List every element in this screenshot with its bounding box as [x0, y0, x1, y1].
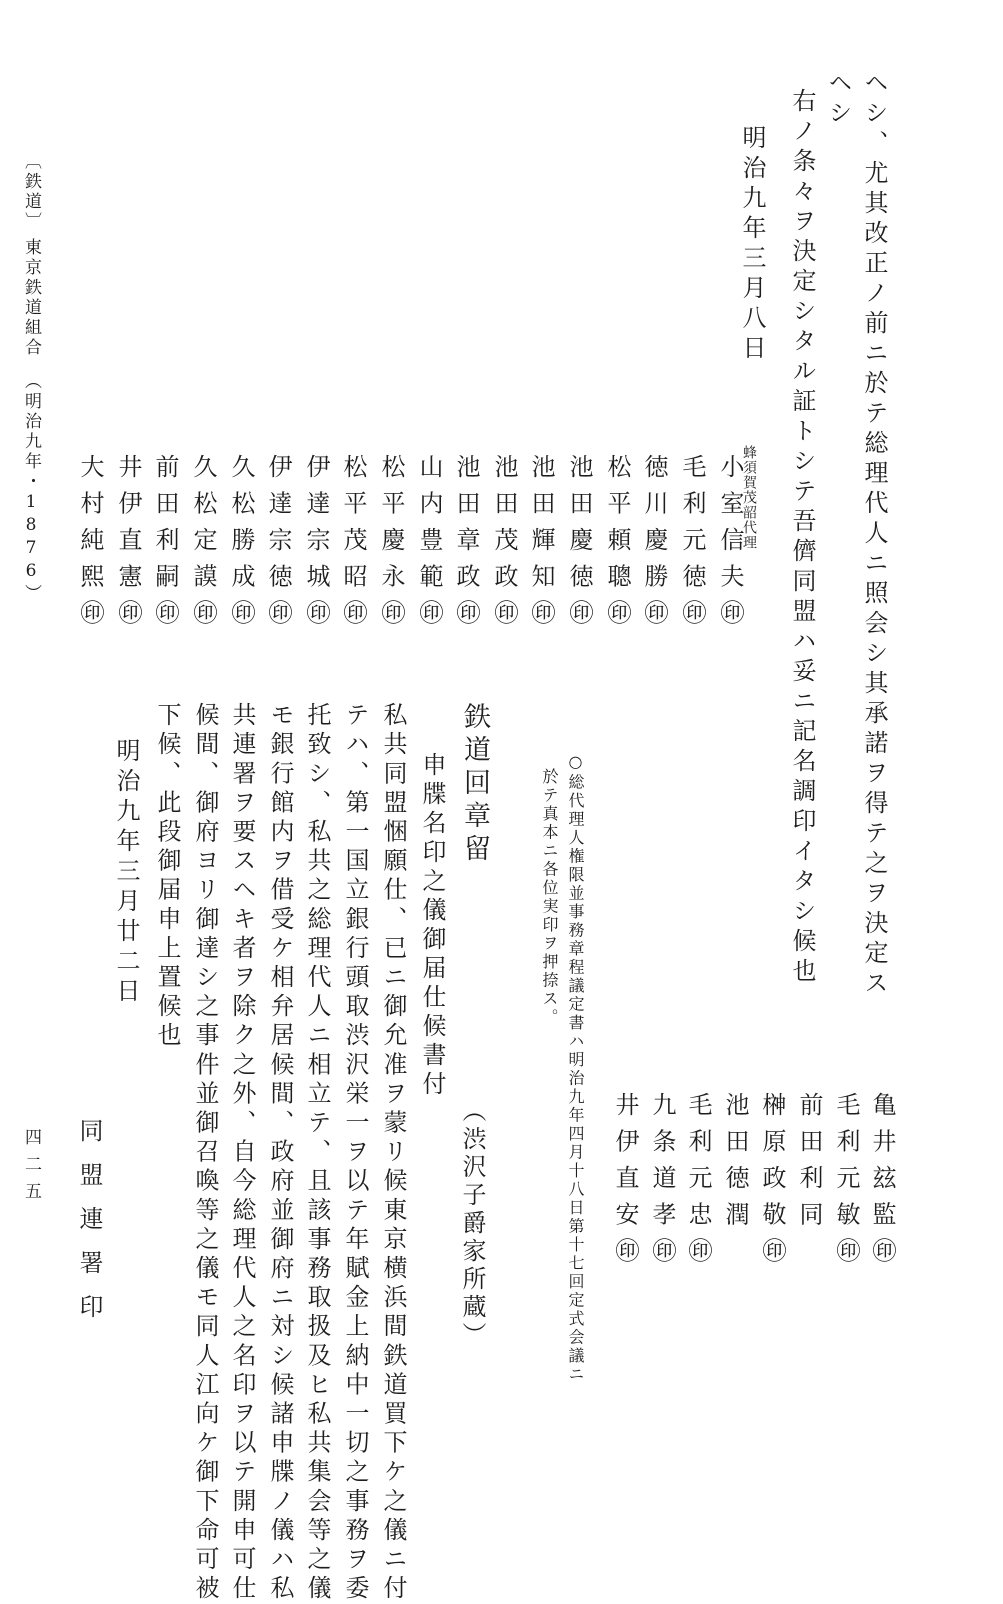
- lower-body-line: テハ、第一国立銀行頭取渋沢栄一ヲ以テ年賦金上納中一切之事務ヲ委: [341, 702, 369, 1604]
- lower-body-line: モ銀行館内ヲ借受ケ相弁居候間、政府並御府ニ対シ候諸申牒ノ儀ハ私: [266, 702, 294, 1604]
- signatory-top: 毛利元徳㊞: [678, 454, 706, 637]
- note-line-2: 於テ真本ニ各位実印ヲ押捺ス。: [540, 768, 559, 1027]
- page-number: 四二五: [21, 1128, 41, 1209]
- signatory-top: 前田利嗣㊞: [151, 454, 179, 637]
- lower-body-line: 候間、御府ヨリ御達シ之事件並御召喚等之儀モ同人江向ケ御下命可被: [191, 702, 219, 1604]
- signatory-bottom: 前田利同: [795, 1092, 823, 1238]
- running-header-section: 〔鉄道〕: [21, 152, 41, 232]
- document-title: 鉄道回章留: [459, 702, 490, 867]
- signatory-top: 小室信夫㊞: [716, 454, 744, 637]
- document-source: （渋沢子爵家所蔵）: [458, 1098, 486, 1350]
- lower-body-line: 私共同盟悃願仕、已ニ御允准ヲ蒙リ候東京横浜間鉄道買下ケ之儀ニ付: [379, 702, 407, 1604]
- signatory-top: 松平慶永㊞: [377, 454, 405, 637]
- document-heading: 申牒名印之儀御届仕候書付: [418, 752, 446, 1100]
- signatory-bottom: 毛利元忠㊞: [684, 1092, 712, 1275]
- signatory-top: 久松定謨㊞: [189, 454, 217, 637]
- signatory-top: 松平頼聰㊞: [603, 454, 631, 637]
- signatory-top: 松平茂昭㊞: [339, 454, 367, 637]
- signatory-bottom: 榊原政敬㊞: [758, 1092, 786, 1275]
- signatory-top: 井伊直憲㊞: [114, 454, 142, 637]
- signatory-top: 徳川慶勝㊞: [640, 454, 668, 637]
- signatory-top: 伊達宗城㊞: [302, 454, 330, 637]
- signatory-bottom: 井伊直安㊞: [611, 1092, 639, 1275]
- signatory-top: 山内豊範㊞: [415, 454, 443, 637]
- note-line-1: ○総代理人権限並事務章程議定書ハ明治九年四月十八日第十七回定式会議ニ: [566, 752, 585, 1384]
- signatory-bottom: 毛利元敏㊞: [832, 1092, 860, 1275]
- signatory-top: 池田輝知㊞: [527, 454, 555, 637]
- lower-date: 明治九年三月廿二日: [112, 738, 140, 1008]
- signatory-top: 池田章政㊞: [452, 454, 480, 637]
- lower-signature: 同盟連署印: [75, 1118, 103, 1338]
- lower-body-line: 下候、此段御届申上置候也: [153, 702, 181, 1052]
- signatory-top: 伊達宗徳㊞: [264, 454, 292, 637]
- signatory-bottom: 亀井玆監㊞: [868, 1092, 896, 1275]
- lower-body-line: 共連署ヲ要スヘキ者ヲ除ク之外、自今総理代人之名印ヲ以テ開申可仕: [228, 702, 256, 1604]
- signatory-bottom: 池田徳潤: [721, 1092, 749, 1238]
- upper-line-2: ヘシ: [824, 70, 852, 130]
- signatory-top: 久松勝成㊞: [227, 454, 255, 637]
- signatory-top: 大村純熙㊞: [76, 454, 104, 637]
- running-header-date: （明治九年・1876）: [21, 372, 41, 604]
- signatory-top: 池田茂政㊞: [490, 454, 518, 637]
- upper-date: 明治九年三月八日: [738, 125, 766, 365]
- signatory-top: 池田慶徳㊞: [565, 454, 593, 637]
- signatory-bottom: 九条道孝㊞: [648, 1092, 676, 1275]
- proxy-annotation: 蜂須賀茂韶代理: [741, 445, 757, 550]
- upper-line-1: ヘシ、尤其改正ノ前ニ於テ総理代人ニ照会シ其承諾ヲ得テ之ヲ決定ス: [860, 70, 888, 1000]
- lower-body-line: 托致シ、私共之総理代人ニ相立テ、且該事務取扱及ヒ私共集会等之儀: [303, 702, 331, 1604]
- upper-line-3: 右ノ条々ヲ決定シタル証トシテ吾儕同盟ハ妥ニ記名調印イタシ候也: [788, 88, 816, 988]
- running-header-subject: 東京鉄道組合: [21, 238, 41, 358]
